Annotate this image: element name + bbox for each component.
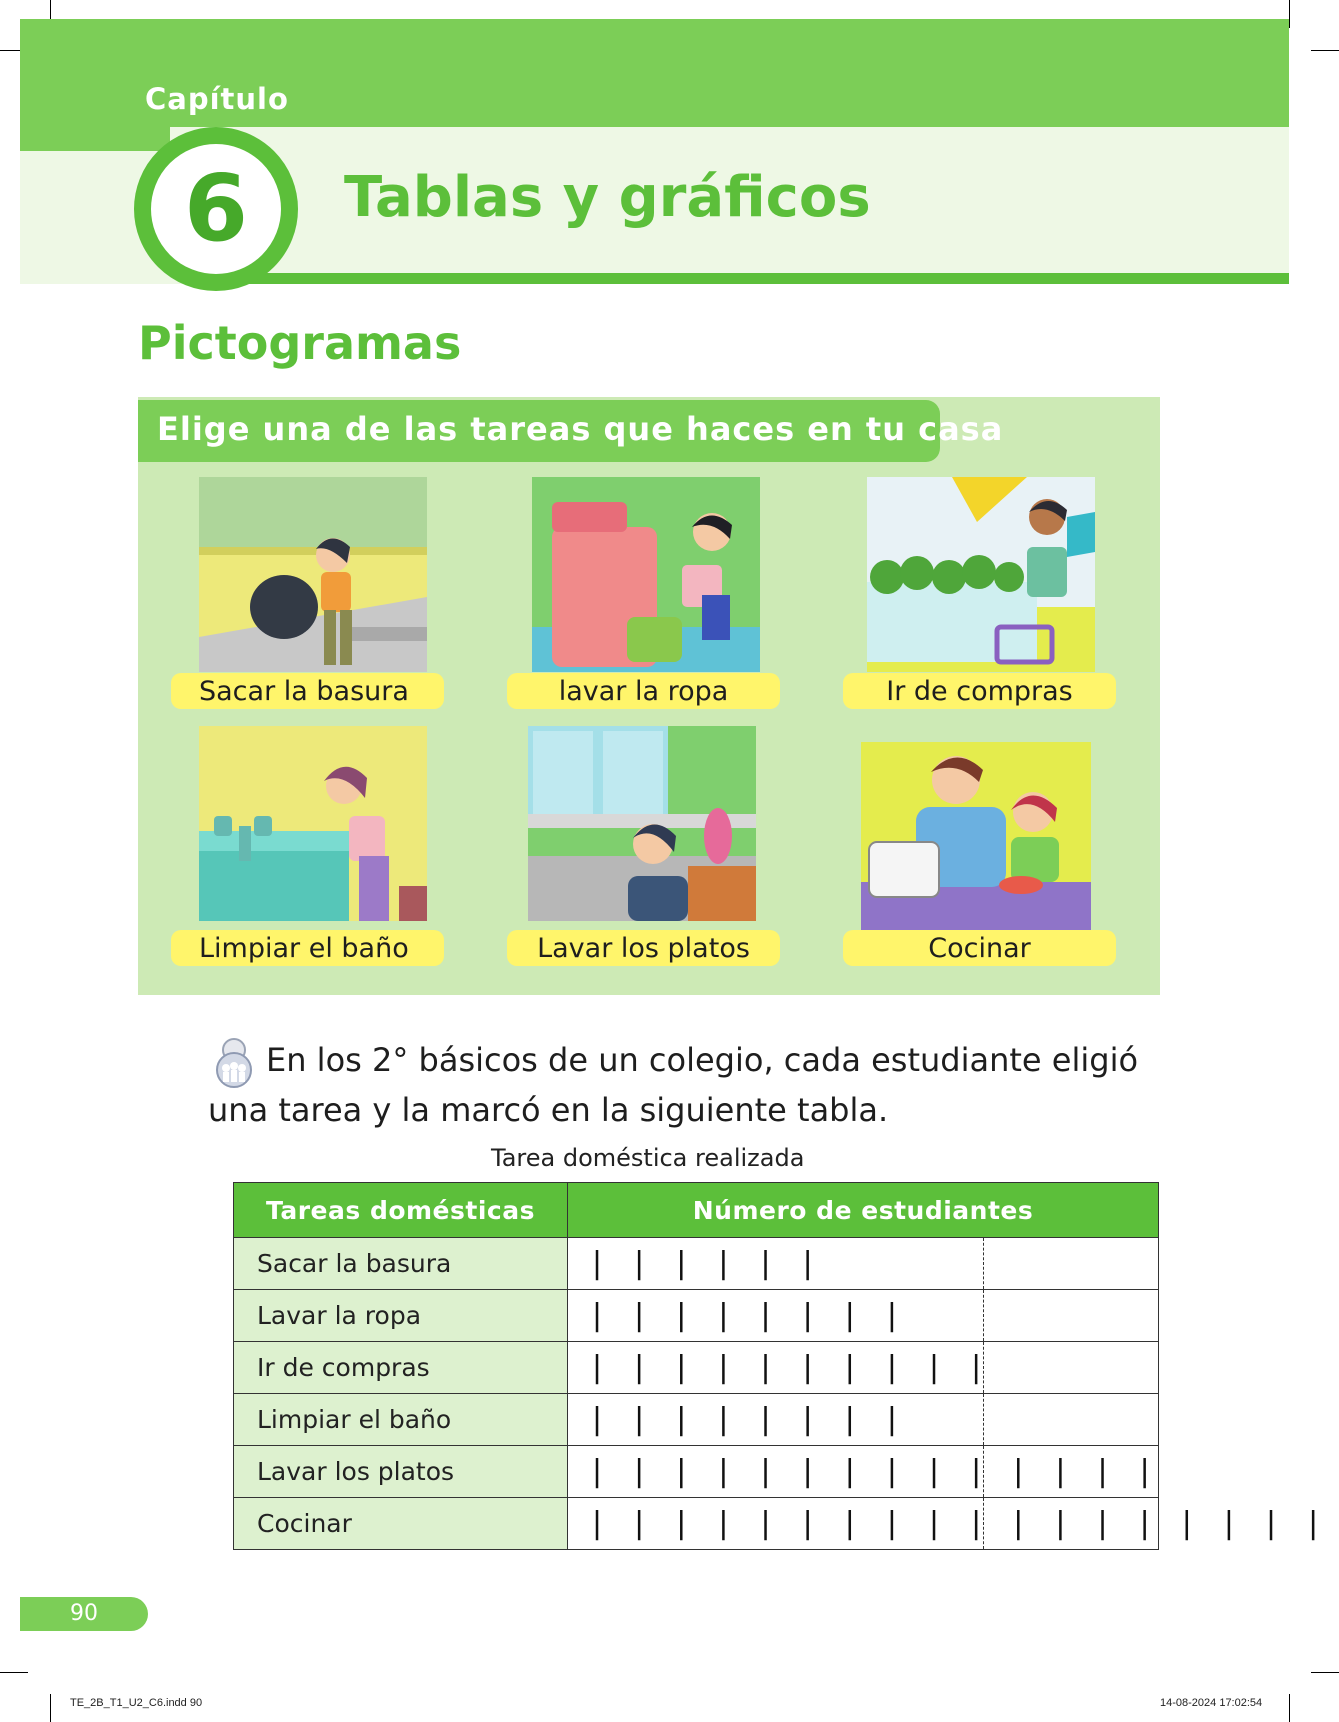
table-row [234, 1446, 1159, 1498]
tally-cell [568, 1394, 1159, 1446]
crop-mark [0, 1672, 28, 1673]
tally-cell [568, 1342, 1159, 1394]
tally-cell [568, 1446, 1159, 1498]
crop-mark [1289, 1694, 1290, 1722]
dashed-divider [983, 1238, 984, 1289]
tally-table [233, 1182, 1326, 1550]
illustration-doing-laundry [532, 477, 760, 672]
print-timestamp: 14-08-2024 17:02:54 [1160, 1697, 1263, 1709]
tally-marks: | | | | | | | | [588, 1298, 904, 1333]
tally-cell [568, 1498, 1326, 1550]
table-row [234, 1498, 1159, 1550]
group-work-icon [208, 1036, 260, 1088]
illustration-cooking [861, 742, 1091, 930]
table-row [234, 1238, 1159, 1290]
crop-mark [1289, 0, 1290, 28]
activity-prompt: Elige una de las tareas que haces en tu casa [157, 410, 1004, 448]
dashed-divider [983, 1394, 984, 1445]
tally-cell [568, 1290, 1159, 1342]
dashed-divider [983, 1498, 984, 1549]
illustration-washing-dishes [528, 726, 756, 921]
tally-marks: | | | | | | | | | | | | | | [588, 1454, 1157, 1489]
chapter-label: Capítulo [145, 82, 289, 116]
task-label-ir-compras[interactable]: Ir de compras [843, 673, 1116, 709]
tally-marks: | | | | | | | | | | [588, 1350, 989, 1385]
dashed-divider [983, 1446, 984, 1497]
crop-mark [1311, 1672, 1339, 1673]
tally-marks: | | | | | | | | [588, 1402, 904, 1437]
task-name-cell: Sacar la basura [234, 1238, 568, 1290]
column-header-students: Número de estudiantes [568, 1183, 1159, 1238]
crop-mark [1311, 50, 1339, 51]
table-row [234, 1394, 1159, 1446]
table-row [234, 1290, 1159, 1342]
table-row [234, 1342, 1159, 1394]
task-label-cocinar[interactable]: Cocinar [843, 930, 1116, 966]
task-name-cell: Lavar la ropa [234, 1290, 568, 1342]
illustration-cleaning-bathroom [199, 726, 427, 921]
illustration-taking-out-trash [199, 477, 427, 672]
tally-marks: | | | | | | | | | | | | | | | | | | [588, 1506, 1326, 1541]
section-title: Pictogramas [138, 316, 462, 370]
column-header-tasks: Tareas domésticas [234, 1183, 568, 1238]
tally-marks: | | | | | | [588, 1246, 820, 1281]
dashed-divider [983, 1290, 984, 1341]
illustration-shopping [867, 477, 1095, 672]
task-label-limpiar-bano[interactable]: Limpiar el baño [171, 930, 444, 966]
task-label-sacar-basura[interactable]: Sacar la basura [171, 673, 444, 709]
task-label-lavar-ropa[interactable]: lavar la ropa [507, 673, 780, 709]
tally-cell [568, 1238, 1159, 1290]
task-name-cell: Limpiar el baño [234, 1394, 568, 1446]
chapter-title: Tablas y gráficos [344, 165, 871, 230]
chapter-number: 6 [183, 155, 248, 262]
file-slug: TE_2B_T1_U2_C6.indd 90 [70, 1697, 203, 1709]
intro-paragraph [208, 1036, 1158, 1132]
header-underline [230, 273, 1289, 284]
task-label-lavar-platos[interactable]: Lavar los platos [507, 930, 780, 966]
page-number: 90 [20, 1597, 148, 1631]
crop-mark [50, 1694, 51, 1722]
table-caption: Tarea doméstica realizada [491, 1144, 805, 1172]
task-name-cell: Cocinar [234, 1498, 568, 1550]
dashed-divider [983, 1342, 984, 1393]
task-name-cell: Lavar los platos [234, 1446, 568, 1498]
intro-text: En los 2° básicos de un colegio, cada estudiante eligió una tarea y la marcó en la siguiente tabla. [208, 1041, 1139, 1129]
task-name-cell: Ir de compras [234, 1342, 568, 1394]
